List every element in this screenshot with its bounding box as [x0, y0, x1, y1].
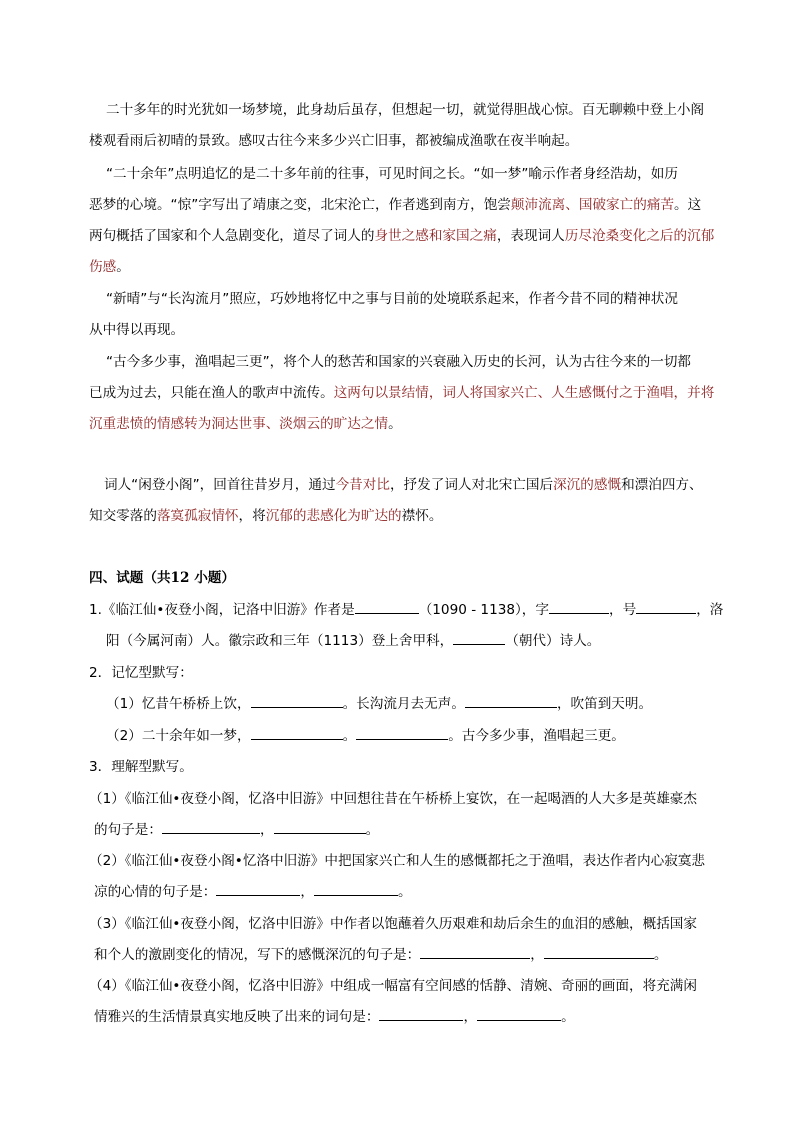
- answer-blank[interactable]: [216, 881, 300, 896]
- text-span: ，: [259, 822, 274, 838]
- text-span: 恶梦的心境。“惊”字写出了靖康之变，北宋沦亡，作者逃到南方，饱尝: [89, 197, 511, 213]
- text-span: （朝代）诗人。: [505, 633, 601, 649]
- text-span: 。: [397, 884, 412, 900]
- summary-line2: [89, 501, 442, 532]
- highlight-span: 落寞孤寂情怀: [156, 508, 239, 524]
- text-span: ，将: [238, 508, 266, 524]
- text-span: ，号: [609, 602, 637, 618]
- text-span: ，洛: [696, 602, 724, 618]
- highlight-span: 沉郁的悲感化为旷达的: [265, 508, 402, 524]
- question-1-line2: [106, 626, 600, 657]
- question-2-sub2: [106, 721, 625, 752]
- answer-blank[interactable]: [251, 693, 343, 708]
- text-span: 。: [116, 259, 130, 275]
- text-span: ，: [530, 947, 544, 963]
- answer-blank[interactable]: [379, 1006, 463, 1021]
- text-span: 襟怀。: [401, 508, 443, 524]
- text-span: 。: [365, 822, 380, 838]
- question-3-title: 3．理解型默写。: [89, 759, 193, 775]
- question-3-sub2-line1: （2）《临江仙•夜登小阁•忆洛中旧游》中把国家兴亡和人生的感慨都托之于渔唱，表达作者内心寂寞悲: [89, 853, 706, 869]
- highlight-span: 今昔对比: [335, 477, 390, 493]
- question-3-sub4-line2: [94, 1002, 575, 1033]
- text-span: （2）二十余年如一梦，: [106, 728, 251, 744]
- analysis-p4-line1: “古今多少事，渔唱起三更”，将个人的愁苦和国家的兴衰融入历史的长河，认为古往今来的一切都: [106, 354, 692, 370]
- text-span: 。: [561, 1009, 575, 1025]
- highlight-span: 深沉的感慨: [553, 477, 622, 493]
- text-span: 的句子是：: [94, 822, 162, 838]
- analysis-p3-line2: 从中得以再现。: [89, 322, 185, 338]
- text-span: 。这: [674, 197, 702, 213]
- question-3-sub1-line1: （1）《临江仙•夜登小阁，忆洛中旧游》中回想往昔在午桥桥上宴饮，在一起喝酒的人大多是英雄豪杰: [89, 791, 697, 807]
- answer-blank[interactable]: [544, 944, 654, 959]
- analysis-p2-line3: [89, 221, 714, 252]
- analysis-p4-line3: [89, 409, 402, 440]
- section-heading: 四、试题（共12 小题）: [89, 570, 235, 586]
- highlight-span: 伤感: [89, 259, 117, 275]
- answer-blank[interactable]: [162, 819, 260, 834]
- text-span: ，: [463, 1009, 478, 1025]
- text-span: 知交零落的: [89, 508, 157, 524]
- question-1-line1: [89, 595, 723, 626]
- analysis-p2-line4: [89, 252, 130, 283]
- answer-blank[interactable]: [465, 693, 557, 708]
- text-span: 。古今多少事，渔唱起三更。: [448, 728, 625, 744]
- answer-blank[interactable]: [355, 599, 419, 614]
- answer-blank[interactable]: [549, 599, 609, 614]
- answer-blank[interactable]: [274, 819, 366, 834]
- text-span: 和漂泊四方、: [621, 477, 703, 493]
- analysis-p1-line2: 楼观看雨后初晴的景致。感叹古往今来多少兴亡旧事，都被编成渔歌在夜半响起。: [89, 133, 579, 149]
- question-2-sub1: [106, 689, 652, 720]
- answer-blank[interactable]: [453, 630, 505, 645]
- answer-blank[interactable]: [420, 944, 530, 959]
- text-span: 两句概括了国家和个人急剧变化，道尽了词人的: [89, 228, 375, 244]
- text-span: 。: [653, 947, 668, 963]
- text-span: ，吹笛到天明。: [556, 696, 653, 712]
- highlight-span: 颠沛流离、国破家亡的痛苦: [510, 197, 675, 213]
- text-span: 情雅兴的生活情景真实地反映了出来的词句是：: [94, 1009, 380, 1025]
- text-span: 1.《临江仙•夜登小阁，记洛中旧游》作者是: [89, 602, 355, 618]
- summary-line1: [104, 470, 703, 501]
- answer-blank[interactable]: [314, 881, 398, 896]
- text-span: ，: [300, 884, 314, 900]
- question-2-title: 2．记忆型默写：: [89, 665, 193, 681]
- question-3-sub3-line1: （3）《临江仙•夜登小阁，忆洛中旧游》中作者以饱蘸着久历艰难和劫后余生的血泪的感触，概括国家: [89, 916, 697, 932]
- question-3-sub3-line2: [94, 940, 667, 971]
- text-span: 凉的心情的句子是：: [94, 884, 217, 900]
- answer-blank[interactable]: [356, 725, 448, 740]
- text-span: 。: [342, 728, 357, 744]
- analysis-p4-line2: [89, 378, 714, 409]
- question-3-sub2-line2: [94, 877, 412, 908]
- text-span: （1）忆昔午桥桥上饮，: [106, 696, 251, 712]
- question-3-sub1-line2: [94, 815, 379, 846]
- analysis-p2-line2: [89, 190, 701, 221]
- text-span: 。: [388, 416, 402, 432]
- analysis-p2-line1: “二十余年”点明追忆的是二十多年前的往事，可见时间之长。“如一梦”喻示作者身经浩劫，如历: [106, 166, 678, 182]
- answer-blank[interactable]: [251, 725, 343, 740]
- highlight-span: 这两句以景结情，词人将国家兴亡、人生感慨付之于渔唱，并将: [333, 385, 715, 401]
- answer-blank[interactable]: [477, 1006, 561, 1021]
- highlight-span: 沉重悲愤的情感转为洞达世事、淡烟云的旷达之情: [89, 416, 389, 432]
- answer-blank[interactable]: [636, 599, 696, 614]
- text-span: ，表现词人: [496, 228, 565, 244]
- analysis-p3-line1: “新晴”与“长沟流月”照应，巧妙地将忆中之事与目前的处境联系起来，作者今昔不同的精神状况: [106, 291, 678, 307]
- text-span: 。长沟流月去无声。: [342, 696, 465, 712]
- question-3-sub4-line1: （4）《临江仙•夜登小阁，忆洛中旧游》中组成一幅富有空间感的恬静、清婉、奇丽的画面，将充满闲: [89, 978, 697, 994]
- highlight-span: 历尽沧桑变化之后的沉郁: [564, 228, 715, 244]
- text-span: 已成为过去，只能在渔人的歌声中流传。: [89, 385, 334, 401]
- analysis-p1-line1: 二十多年的时光犹如一场梦境，此身劫后虽存，但想起一切，就觉得胆战心惊。百无聊赖中登上小阁: [106, 102, 705, 118]
- highlight-span: 身世之感和家国之痛: [374, 228, 497, 244]
- text-span: 和个人的激剧变化的情况，写下的感慨深沉的句子是：: [94, 947, 421, 963]
- text-span: 阳（今属河南）人。徽宗政和三年（1113）登上舍甲科，: [106, 633, 454, 649]
- text-span: ，抒发了词人对北宋亡国后: [389, 477, 554, 493]
- text-span: 词人“闲登小阁”，回首往昔岁月，通过: [104, 477, 336, 493]
- text-span: （1090 - 1138），字: [418, 602, 549, 618]
